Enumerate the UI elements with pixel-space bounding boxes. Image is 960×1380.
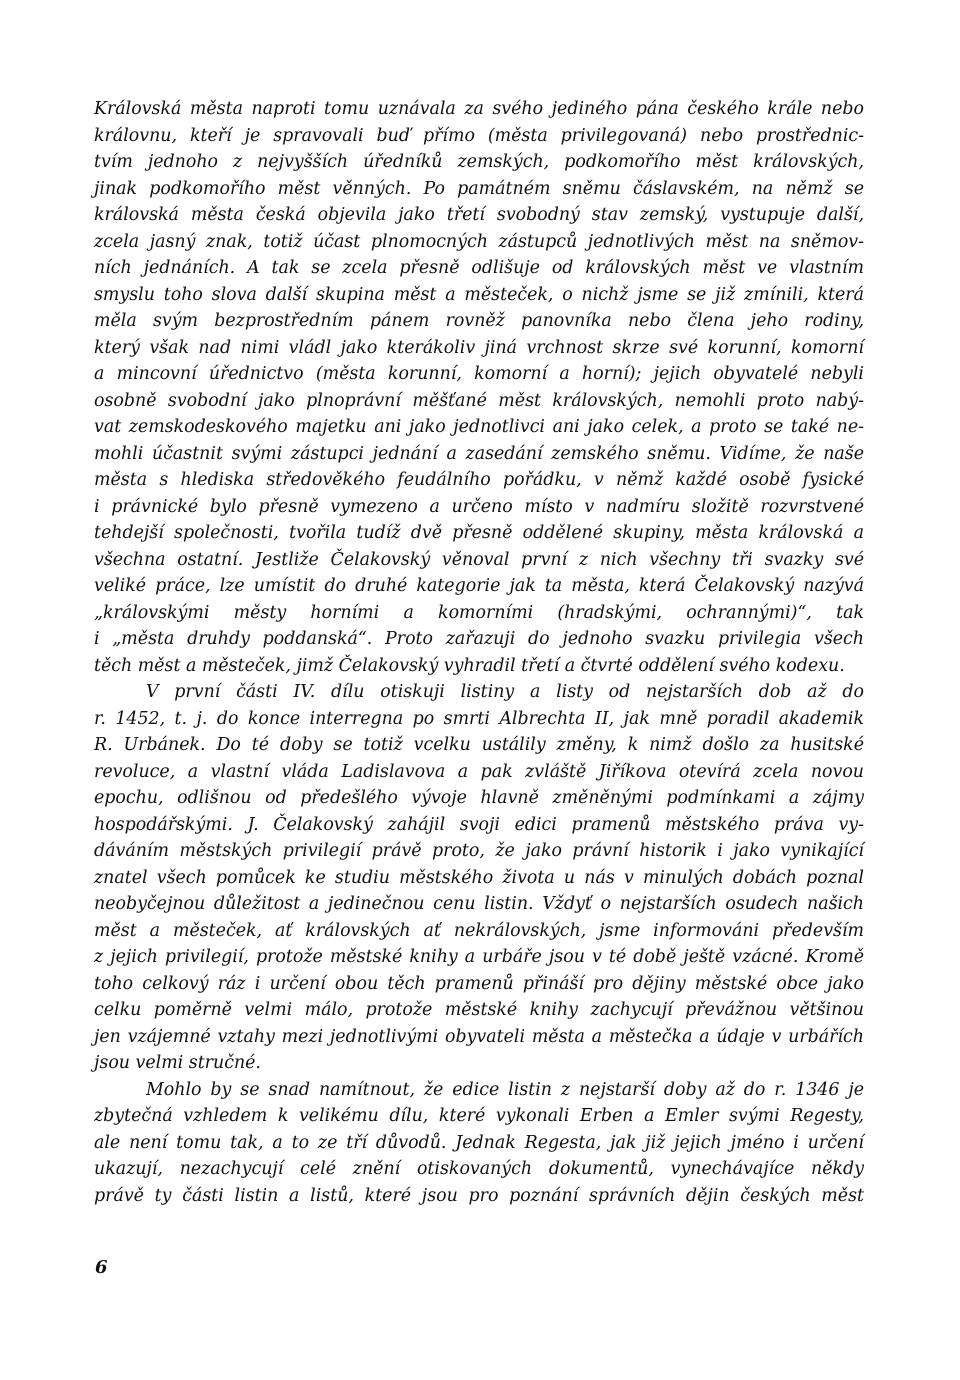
text-line: ních jednáních. A tak se zcela přesně odlišuje od královských měst ve vlastním [94,258,864,278]
text-line: „královskými městy horními a komorními (hradskými, ochrannými)“, tak [94,602,864,623]
text-line: jsou velmi stručné. [94,1053,261,1073]
text-line: osobně svobodní jako plnoprávní měšťané měst královských, nemohli proto nabý- [94,390,864,411]
text-line: ale není tomu tak, a to ze tří důvodů. Jednak Regesta, jak již jejich jméno i určení [94,1132,864,1153]
text-line: neobyčejnou důležitost a jedinečnou cenu listin. Vždyť o nejstarších osudech našich [94,894,864,914]
page-number: 6 [95,1257,108,1278]
text-line: celku poměrně velmi málo, protože městské knihy zachycují převážnou většinou [94,1000,864,1020]
text-line: měla svým bezprostředním pánem rovněž panovníka nebo člena jeho rodiny, [94,311,864,331]
text-line: R. Urbánek. Do té doby se totiž vcelku ustálily změny, k nimž došlo za husitské [94,735,864,755]
text-line: veliké práce, lze umístit do druhé kategorie jak ta města, která Čelakovský nazývá [94,576,864,596]
text-line: zbytečná vzhledem k velikému dílu, které vykonali Erben a Emler svými Regesty, [94,1106,864,1126]
text-line: epochu, odlišnou od předešlého vývoje hlavně změněnými podmínkami a zájmy [94,788,864,808]
text-line: Královská města naproti tomu uznávala za svého jediného pána českého krále nebo [94,99,864,119]
text-line: města s hlediska středověkého feudálního pořádku, v němž každé osobě fysické [94,470,864,490]
text-line: Mohlo by se snad namítnout, že edice listin z nejstarší doby až do r. 1346 je [146,1079,864,1100]
text-line: právě ty části listin a listů, které jsou pro poznání správních dějin českých měst [94,1185,864,1206]
text-line: všechna ostatní. Jestliže Čelakovský věnoval první z nich všechny tři svazky své [94,549,864,570]
text-line: dáváním městských privilegií právě proto, že jako právní historik i jako vynikající [94,841,864,861]
text-line: který však nad nimi vládl jako kterákoliv jiná vrchnost skrze své korunní, komorní [94,337,864,358]
text-line: královnu, kteří je spravovali buď přímo (města privilegovaná) nebo prostřednic- [94,125,864,146]
text-line: tvím jednoho z nejvyšších úředníků zemských, podkomořího měst královských, [94,152,864,172]
text-line: ukazují, nezachycují celé znění otiskovaných dokumentů, vynechávajíce někdy [94,1159,864,1179]
text-line: smyslu toho slova další skupina měst a městeček, o nichž jsme se již zmínili, která [94,284,864,305]
text-line: vat zemskodeskového majetku ani jako jednotlivci ani jako celek, a proto se také ne- [94,417,864,437]
text-line: hospodářskými. J. Čelakovský zahájil svoji edici pramenů městského práva vy- [94,814,864,835]
text-line: mohli účastnit svými zástupci jednání a zasedání zemského sněmu. Vidíme, že naše [94,443,864,464]
text-line: tehdejší společnosti, tvořila tudíž dvě přesně oddělené skupiny, města královská a [94,523,864,543]
text-line: jinak podkomořího měst věnných. Po památném sněmu čáslavském, na němž se [94,178,864,199]
text-line: jen vzájemné vztahy mezi jednotlivými obyvateli města a městečka a údaje v urbářích [94,1026,864,1047]
text-line: r. 1452, t. j. do konce interregna po smrti Albrechta II, jak mně poradil akademik [94,708,864,729]
text-line: z jejich privilegií, protože městské knihy a urbáře jsou v té době ještě vzácné. Kromě [94,947,864,967]
page-text [94,96,864,1209]
text-line: a mincovní úřednictvo (města korunní, komorní a horní); jejich obyvatelé nebyli [94,364,864,384]
text-line: královská města česká objevila jako třetí svobodný stav zemský, vystupuje další, [94,205,864,225]
text-line: revoluce, a vlastní vláda Ladislavova a pak zvláště Jiříkova otevírá zcela novou [94,761,864,782]
text-line: i právnické bylo přesně vymezeno a určeno místo v nadmíru složitě rozvrstvené [94,496,864,517]
text-line: měst a městeček, ať královských ať nekrálovských, jsme informováni především [94,920,864,941]
text-line: těch měst a městeček, jimž Čelakovský vyhradil třetí a čtvrté oddělení svého kodexu. [94,655,845,676]
text-line: zcela jasný znak, totiž účast plnomocných zástupců jednotlivých měst na sněmov- [94,231,864,252]
text-line: i „města druhdy poddanská“. Proto zařazuji do jednoho svazku privilegia všech [94,629,864,649]
text-line: toho celkový ráz i určení obou těch pramenů přináší pro dějiny městské obce jako [94,973,864,994]
text-line: znatel všech pomůcek ke studiu městského života u nás v minulých dobách poznal [94,867,864,888]
text-line: V první části IV. dílu otiskuji listiny a listy od nejstarších dob až do [146,682,864,702]
